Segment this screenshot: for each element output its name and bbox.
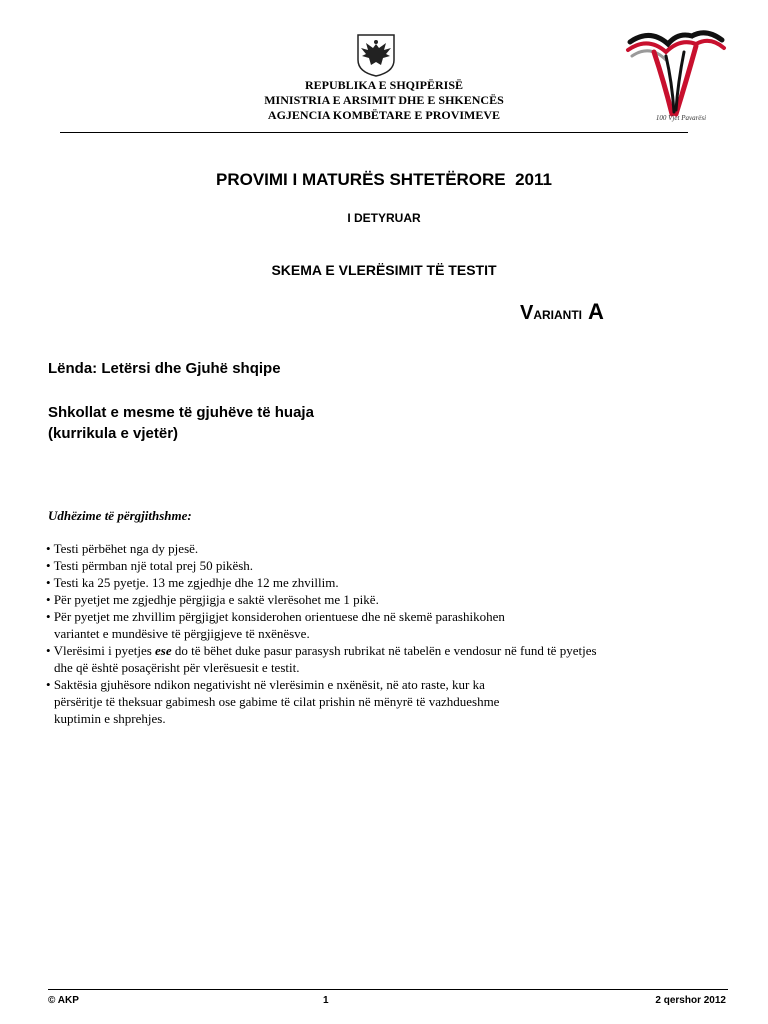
instruction-text: Testi ka 25 pyetje. 13 me zgjedhje dhe 12 me zhvillim. — [53, 575, 339, 590]
header-divider — [60, 132, 688, 133]
instruction-text: Për pyetjet me zhvillim përgjigjet konsiderohen orientuese dhe në skemë parashikohen — [53, 609, 505, 624]
list-item: • Saktësia gjuhësore ndikon negativisht në vlerësimin e nxënësit, në ato raste, kur ka përsëritje të theksuar gabimesh ose gabime të cilat prishin në mënyrë të vazhdueshme kuptimin e shprehjes. — [46, 676, 726, 727]
variant-rest: ARIANTI — [533, 308, 583, 322]
school-line-1: Shkollat e mesme të gjuhëve të huaja — [48, 404, 314, 421]
list-item: • Për pyetjet me zgjedhje përgjigja e saktë vlerësohet me 1 pikë. — [46, 592, 379, 607]
variant-initial: V — [520, 302, 534, 324]
list-item: • Testi përbëhet nga dy pjesë. — [46, 541, 199, 556]
list-item: • Për pyetjet me zhvillim përgjigjet konsiderohen orientuese dhe në skemë parashikohen variantet e mundësive të përgjigjeve të nxënësve. — [46, 608, 726, 642]
list-item: • Testi ka 25 pyetje. 13 me zgjedhje dhe 12 me zhvillim. — [46, 575, 339, 590]
instruction-continuation: përsëritje të theksuar gabimesh ose gabime të cilat prishin në mënyrë të vazhdueshme — [54, 694, 500, 709]
scheme-title: SKEMA E VLERËSIMIT TË TESTIT — [271, 262, 497, 278]
subject-line: Lënda: Letërsi dhe Gjuhë shqipe — [48, 360, 281, 377]
exam-type: I DETYRUAR — [347, 211, 421, 225]
instruction-emphasis: ese — [155, 643, 172, 658]
footer-date: 2 qershor 2012 — [655, 995, 726, 1006]
logo-caption: 100 Vjet Pavarësi — [655, 114, 707, 122]
header-agency: AGJENCIA KOMBËTARE E PROVIMEVE — [267, 108, 501, 122]
albanian-eagle-emblem-icon — [353, 32, 399, 78]
instruction-text: Vlerësimi i pyetjes — [53, 643, 156, 658]
school-block — [48, 402, 314, 444]
variant-letter: A — [588, 299, 604, 324]
page-number: 1 — [323, 995, 329, 1006]
instruction-continuation: variantet e mundësive të përgjigjeve të nxënësve. — [54, 626, 310, 641]
instruction-text: do të bëhet duke pasur parasysh rubrikat në tabelën e vendosur në fund të pyetjes — [171, 643, 597, 658]
instruction-text: Për pyetjet me zgjedhje përgjigja e saktë vlerësohet me 1 pikë. — [53, 592, 379, 607]
instructions-list — [46, 540, 726, 727]
instruction-continuation: kuptimin e shprehjes. — [54, 711, 166, 726]
exam-title: PROVIMI I MATURËS SHTETËRORE 2011 — [216, 170, 552, 189]
instruction-text: Testi përmban një total prej 50 pikësh. — [53, 558, 254, 573]
variant-label — [520, 299, 604, 325]
list-item: • Vlerësimi i pyetjes ese do të bëhet duke pasur parasysh rubrikat në tabelën e vendosur në fund të pyetjes dhe që është posaçërisht për vlerësuesit e testit. — [46, 642, 726, 676]
list-item: • Testi përmban një total prej 50 pikësh. — [46, 558, 254, 573]
school-line-2: (kurrikula e vjetër) — [48, 425, 179, 442]
footer-divider — [48, 989, 728, 990]
header-republic: REPUBLIKA E SHQIPËRISË — [304, 78, 464, 92]
header-ministry: MINISTRIA E ARSIMIT DHE E SHKENCËS — [264, 93, 504, 107]
instruction-text: Saktësia gjuhësore ndikon negativisht në vlerësimin e nxënësit, në ato raste, kur ka — [53, 677, 485, 692]
instruction-continuation: dhe që është posaçërisht për vlerësuesit e testit. — [54, 660, 300, 675]
footer-copyright: © AKP — [48, 995, 79, 1006]
instructions-heading: Udhëzime të përgjithshme: — [48, 508, 192, 523]
instruction-text: Testi përbëhet nga dy pjesë. — [53, 541, 199, 556]
